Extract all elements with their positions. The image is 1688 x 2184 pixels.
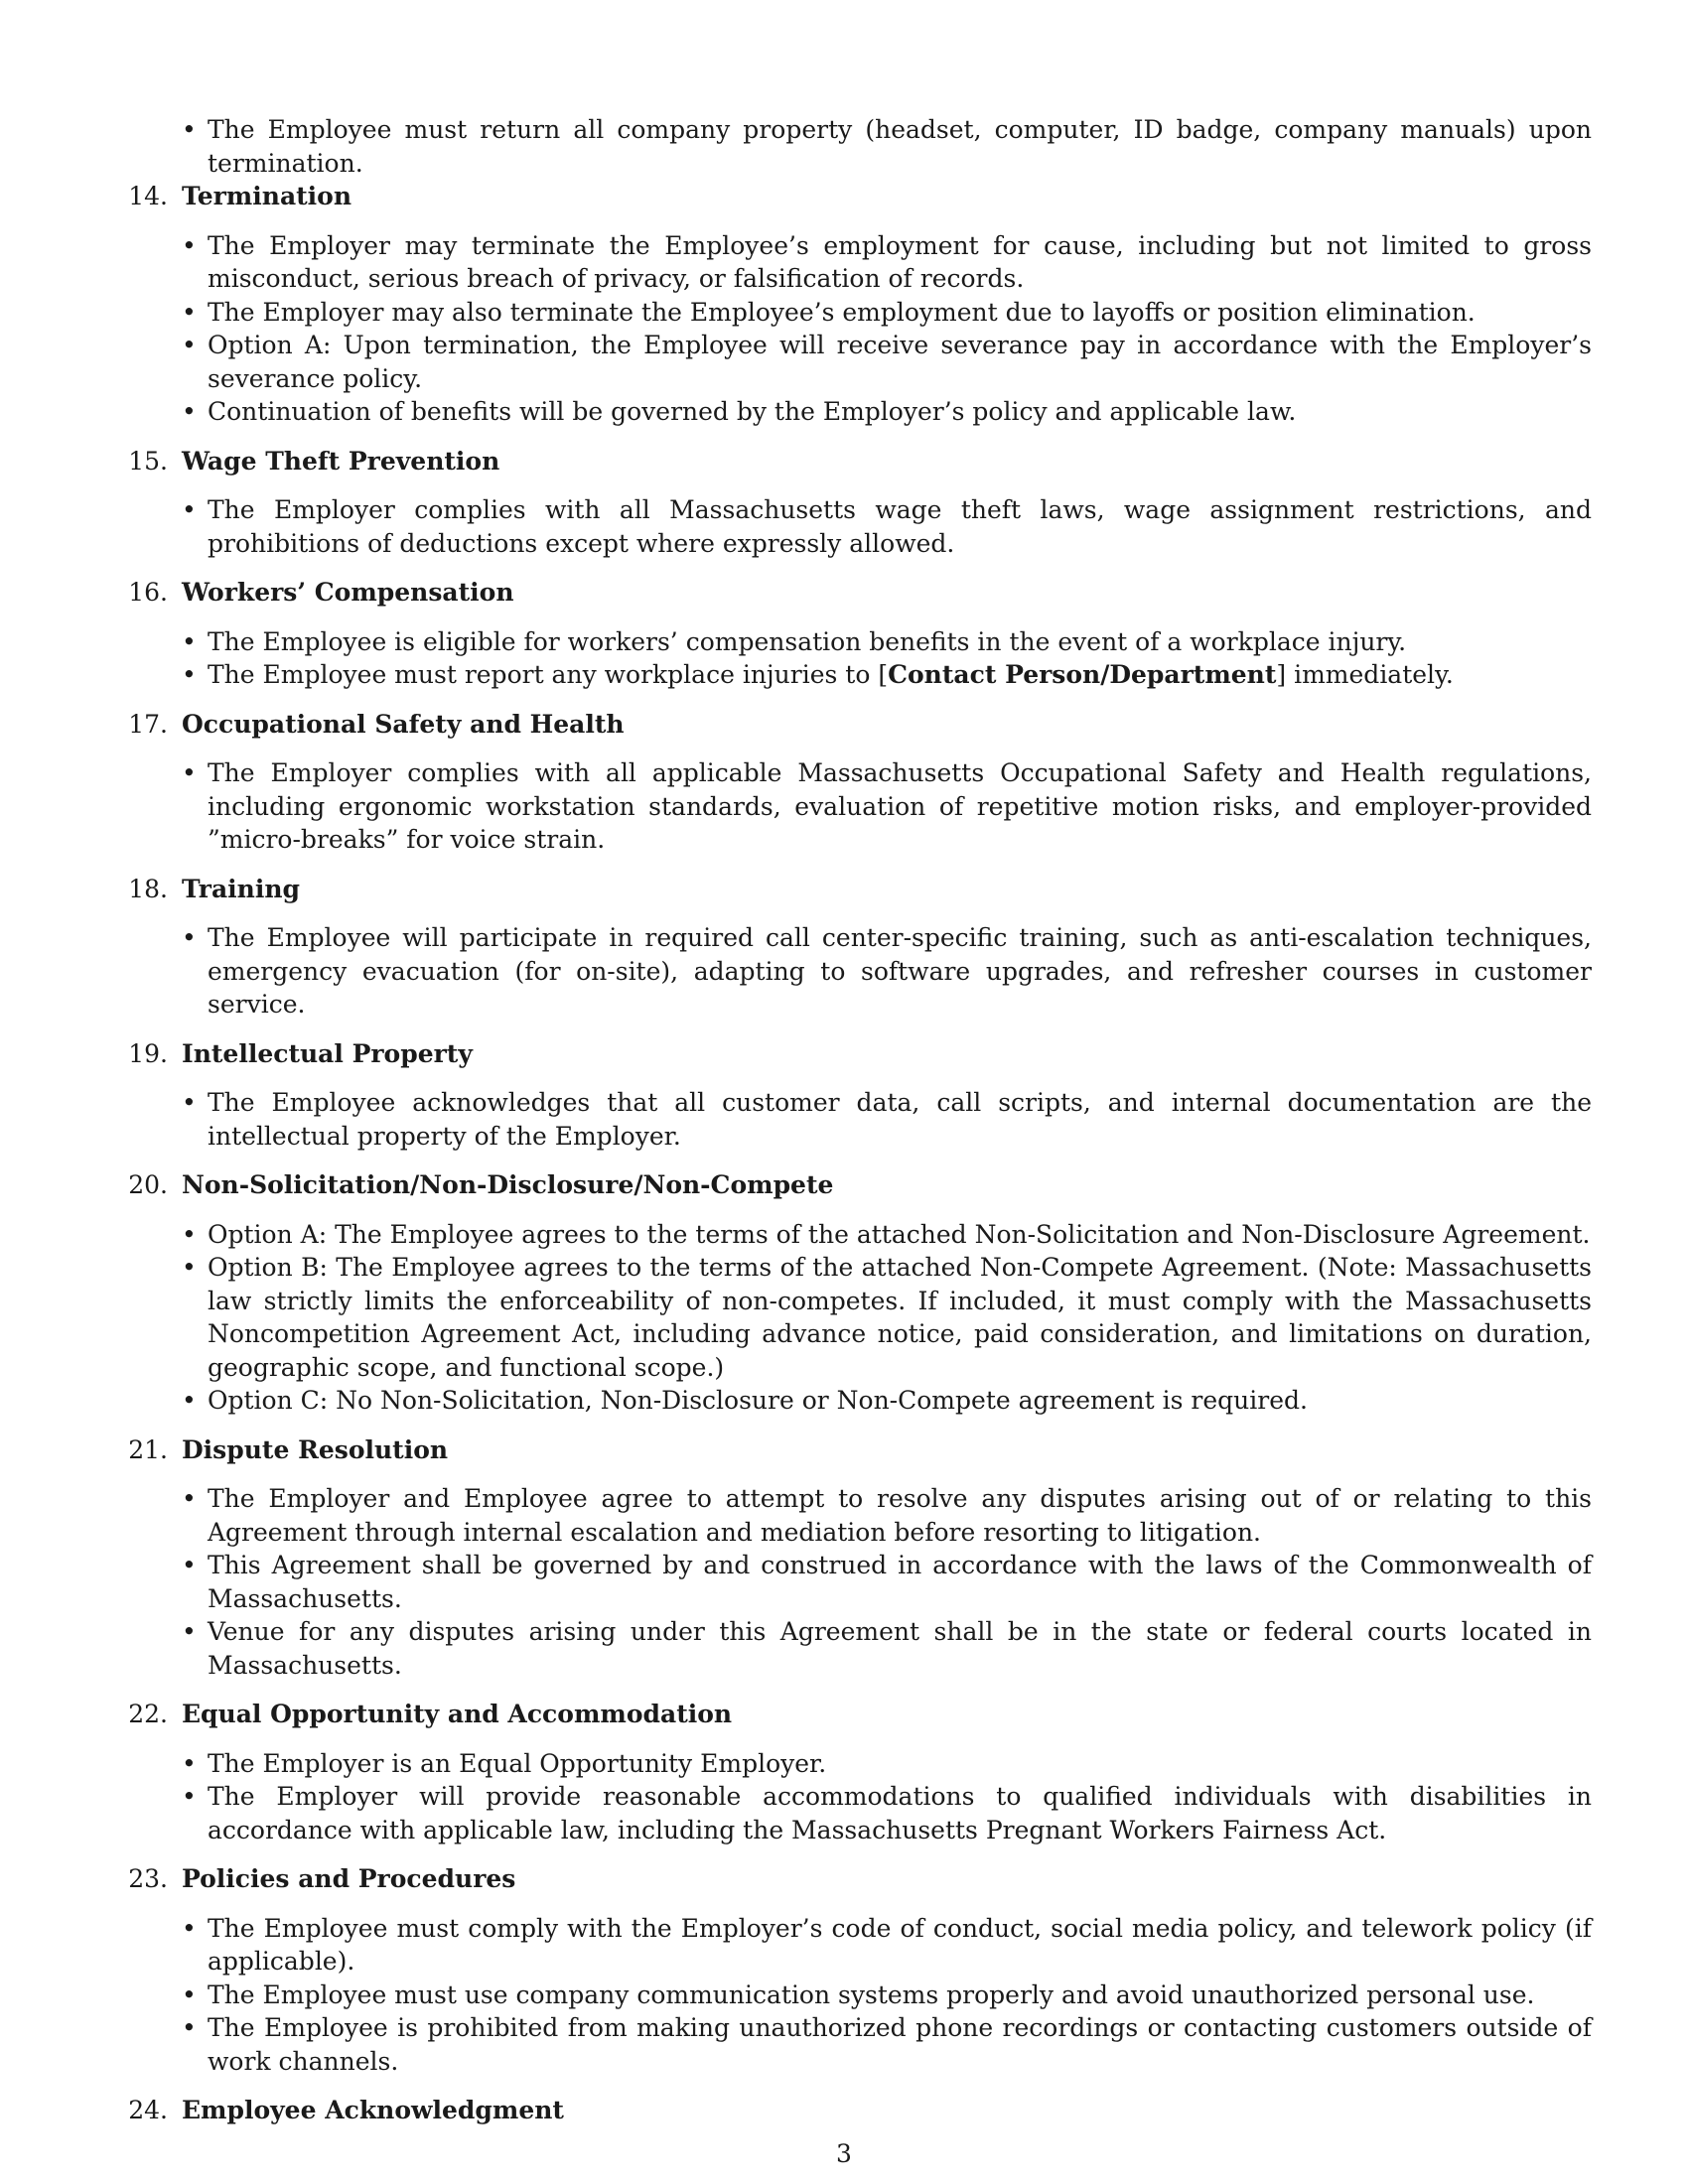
section-number: 23. bbox=[128, 1864, 168, 1893]
section-title: Intellectual Property bbox=[182, 1038, 473, 1068]
bullet-text: The Employer complies with all Massachusetts wage theft laws, wage assignment restrictions, and prohibitions of deductions except where expressly allowed. bbox=[208, 495, 1592, 558]
bullet-list bbox=[112, 229, 1592, 429]
bullet-item bbox=[208, 1979, 1592, 2012]
section-number: 15. bbox=[128, 446, 168, 476]
bullet-list bbox=[112, 1482, 1592, 1682]
section-number: 21. bbox=[128, 1434, 168, 1464]
section bbox=[112, 1037, 1592, 1154]
bullet-item bbox=[208, 395, 1592, 429]
section bbox=[112, 1168, 1592, 1418]
section-number: 24. bbox=[128, 2096, 168, 2124]
section bbox=[112, 576, 1592, 692]
bullet-item bbox=[208, 229, 1592, 296]
bullet-text: Option A: The Employee agrees to the terms of the attached Non-Solicitation and Non-Disclosure Agreement. bbox=[208, 1219, 1591, 1249]
section-heading bbox=[112, 180, 1592, 213]
bullet-item bbox=[208, 2011, 1592, 2078]
document-page bbox=[112, 97, 1592, 2143]
section bbox=[112, 445, 1592, 561]
bullet-item bbox=[208, 1251, 1592, 1384]
bullet-list bbox=[112, 1218, 1592, 1418]
section-number: 19. bbox=[128, 1038, 168, 1068]
bullet-text: The Employee must report any workplace injuries to bbox=[208, 660, 879, 689]
section-number: 18. bbox=[128, 874, 168, 903]
bullet-list bbox=[112, 1747, 1592, 1847]
section-heading bbox=[112, 873, 1592, 906]
section-title: Wage Theft Prevention bbox=[182, 446, 500, 476]
bullet-item bbox=[208, 625, 1592, 659]
sections-container bbox=[112, 180, 1592, 2127]
bullet-item bbox=[208, 756, 1592, 857]
section-title: Employee Acknowledgment bbox=[182, 2096, 564, 2124]
bullet-text: The Employer is an Equal Opportunity Employer. bbox=[208, 1748, 827, 1778]
bullet-item bbox=[208, 1384, 1592, 1418]
section-heading bbox=[112, 1433, 1592, 1467]
bullet-item: • The Employee must return all company property (headset, computer, ID badge, company manuals) upon termination. bbox=[208, 113, 1592, 180]
bullet-item bbox=[208, 329, 1592, 395]
bullet-item bbox=[208, 1482, 1592, 1549]
section-number: 20. bbox=[128, 1170, 168, 1199]
section-heading bbox=[112, 708, 1592, 742]
bullet-text: The Employee is eligible for workers’ compensation benefits in the event of a workplace injury. bbox=[208, 626, 1407, 656]
section-number: 16. bbox=[128, 578, 168, 607]
section-heading bbox=[112, 1037, 1592, 1071]
section-number: 14. bbox=[128, 182, 168, 210]
bullet-list bbox=[112, 493, 1592, 560]
section-heading bbox=[112, 1168, 1592, 1202]
bullet-text: The Employee will participate in required call center-specific training, such as anti-escalation techniques, emergency evacuation (for on-site), adapting to software upgrades, and refresher courses in customer service. bbox=[208, 923, 1592, 1019]
bullet-item bbox=[208, 1086, 1592, 1153]
bullet-item bbox=[208, 1912, 1592, 1979]
page-number: 3 bbox=[836, 2139, 852, 2168]
section-heading bbox=[112, 1698, 1592, 1731]
bullet-text: The Employer complies with all applicable Massachusetts Occupational Safety and Health regulations, including ergonomic workstation standards, evaluation of repetitive motion risks, and employer-provided ”micro-breaks” for voice strain. bbox=[208, 758, 1592, 854]
bullet-text: ] immediately. bbox=[1276, 660, 1454, 689]
section-number: 17. bbox=[128, 709, 168, 739]
section-title: Policies and Procedures bbox=[182, 1864, 516, 1893]
bold-placeholder-text: Contact Person/Department bbox=[888, 660, 1277, 689]
section-heading bbox=[112, 2094, 1592, 2127]
bullet-text: The Employee acknowledges that all customer data, call scripts, and internal documentation are the intellectual property of the Employer. bbox=[208, 1088, 1592, 1151]
section bbox=[112, 708, 1592, 857]
section-number: 22. bbox=[128, 1700, 168, 1728]
bullet-list bbox=[112, 1912, 1592, 2079]
bullet-text: The Employer may terminate the Employee’s employment for cause, including but not limited to gross misconduct, serious breach of privacy, or falsification of records. bbox=[208, 230, 1592, 293]
bullet-text: The Employee must comply with the Employer’s code of conduct, social media policy, and telework policy (if applicable). bbox=[208, 1913, 1592, 1976]
bullet-item bbox=[208, 1549, 1592, 1615]
bullet-list bbox=[112, 625, 1592, 692]
section-heading bbox=[112, 1862, 1592, 1896]
section-title: Workers’ Compensation bbox=[182, 578, 514, 607]
bullet-list bbox=[112, 1086, 1592, 1153]
bullet-text: Option B: The Employee agrees to the terms of the attached Non-Compete Agreement. (Note: Massachusetts law strictly limits the enforceability of non-competes. If included, it must comply with the Massachusetts Noncompetition Agreement Act, including advance notice, paid consideration, and limitations on duration, geographic scope, and functional scope.) bbox=[208, 1253, 1592, 1382]
section-title: Dispute Resolution bbox=[182, 1434, 449, 1464]
bullet-text: Option A: Upon termination, the Employee will receive severance pay in accordance with the Employer’s severance policy. bbox=[208, 331, 1592, 393]
bullet-text: The Employee must use company communication systems properly and avoid unauthorized personal use. bbox=[208, 1979, 1535, 2009]
bullet-text: Option C: No Non-Solicitation, Non-Disclosure or Non-Compete agreement is required. bbox=[208, 1386, 1308, 1415]
prelude-list bbox=[112, 113, 1592, 180]
section-title: Equal Opportunity and Accommodation bbox=[182, 1700, 733, 1728]
section bbox=[112, 1698, 1592, 1846]
section bbox=[112, 1433, 1592, 1683]
section-title: Termination bbox=[182, 182, 352, 210]
bullet-text: This Agreement shall be governed by and construed in accordance with the laws of the Commonwealth of Massachusetts. bbox=[208, 1551, 1592, 1613]
bullet-item bbox=[208, 296, 1592, 330]
bullet-text: The Employer will provide reasonable accommodations to qualified individuals with disabilities in accordance with applicable law, including the Massachusetts Pregnant Workers Fairness Act. bbox=[208, 1782, 1592, 1844]
section-heading bbox=[112, 576, 1592, 610]
bullet-list bbox=[112, 756, 1592, 857]
section bbox=[112, 180, 1592, 429]
section-title: Non-Solicitation/Non-Disclosure/Non-Compete bbox=[182, 1170, 834, 1199]
bullet-text: Venue for any disputes arising under this Agreement shall be in the state or federal courts located in Massachusetts. bbox=[208, 1617, 1592, 1680]
bullet-text: The Employer may also terminate the Employee’s employment due to layoffs or position elimination. bbox=[208, 297, 1476, 327]
bullet-text: Continuation of benefits will be governed by the Employer’s policy and applicable law. bbox=[208, 397, 1297, 426]
bullet-item bbox=[208, 921, 1592, 1022]
bullet-item bbox=[208, 493, 1592, 560]
section-title: Training bbox=[182, 874, 300, 903]
bullet-item bbox=[208, 658, 1592, 692]
bullet-text: [ bbox=[878, 660, 889, 689]
section-title: Occupational Safety and Health bbox=[182, 709, 625, 739]
bullet-item bbox=[208, 1615, 1592, 1682]
section bbox=[112, 873, 1592, 1022]
bullet-text: The Employee is prohibited from making unauthorized phone recordings or contacting customers outside of work channels. bbox=[208, 2013, 1592, 2076]
section-heading bbox=[112, 445, 1592, 478]
bullet-item bbox=[208, 1218, 1592, 1252]
bullet-item bbox=[208, 1780, 1592, 1846]
section bbox=[112, 1862, 1592, 2078]
section bbox=[112, 2094, 1592, 2127]
bullet-item bbox=[208, 1747, 1592, 1781]
bullet-list bbox=[112, 921, 1592, 1022]
bullet-text: The Employer and Employee agree to attempt to resolve any disputes arising out of or relating to this Agreement through internal escalation and mediation before resorting to litigation. bbox=[208, 1484, 1592, 1547]
